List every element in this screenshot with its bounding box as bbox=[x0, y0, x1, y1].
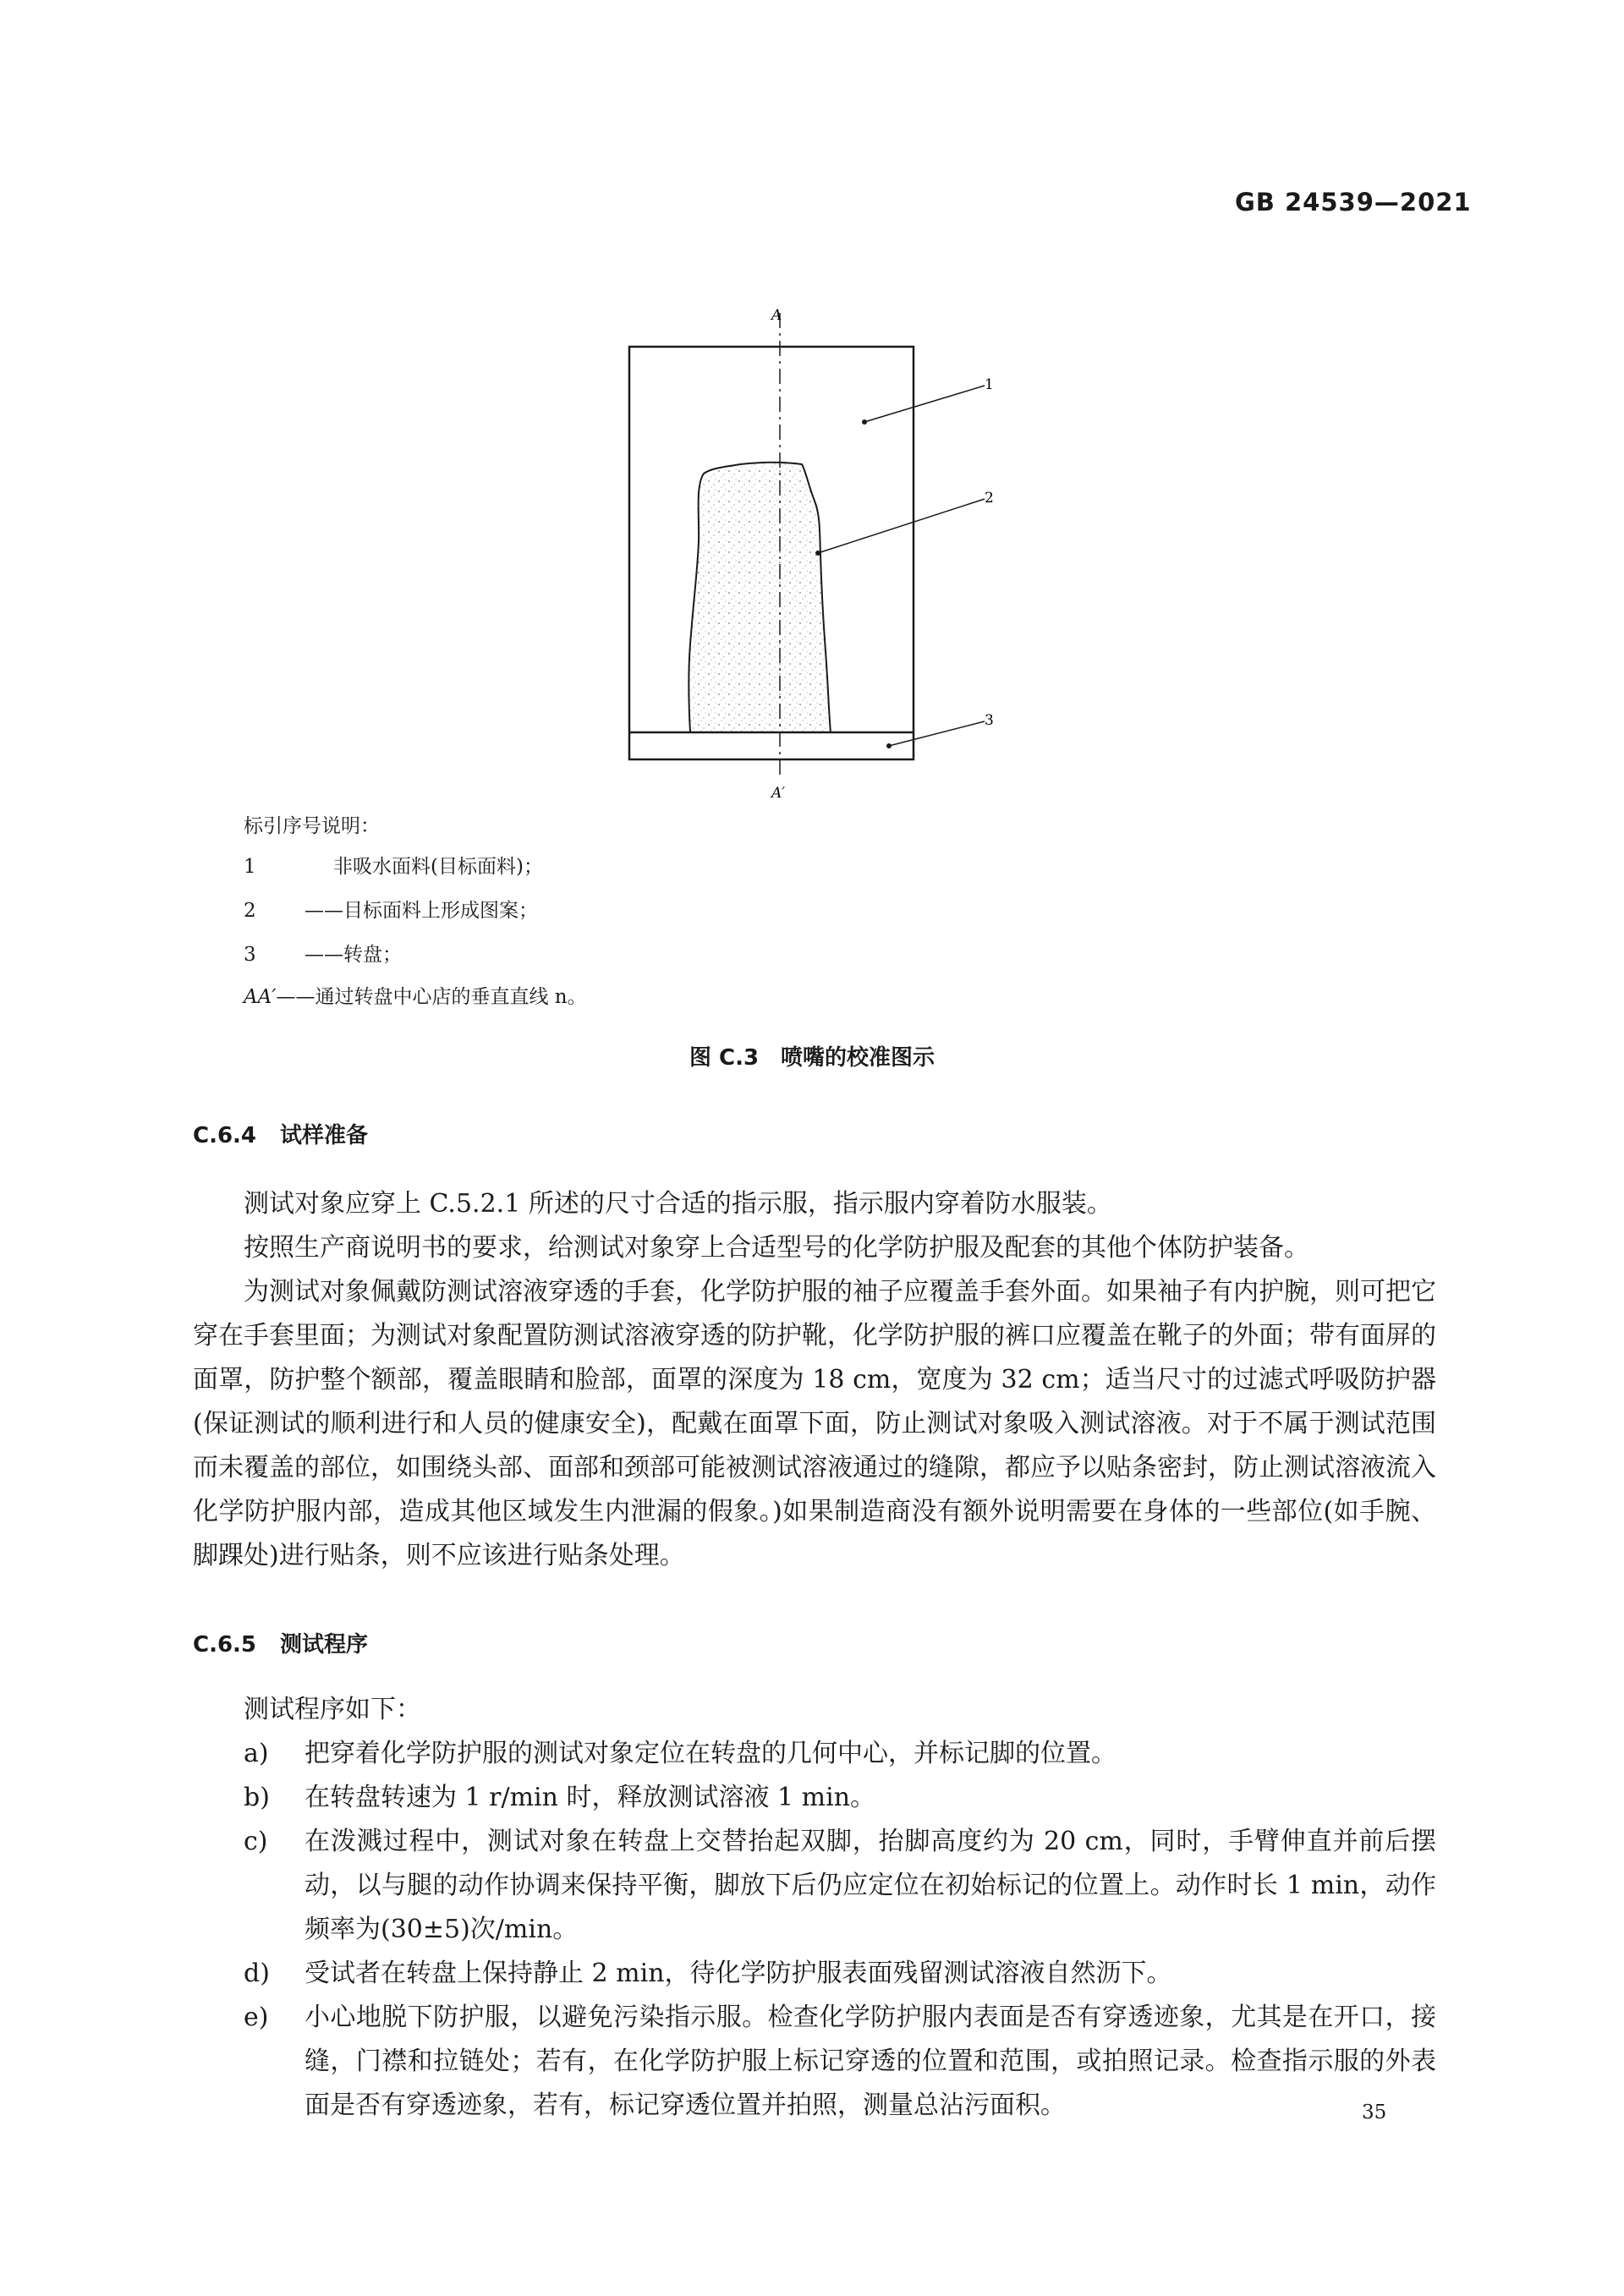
list-marker: c) bbox=[244, 1827, 268, 1856]
list-item bbox=[244, 1776, 1436, 1820]
legend-num: AA′ bbox=[244, 986, 277, 1008]
legend-text: ——目标面料上形成图案； bbox=[304, 900, 538, 922]
section-title: 试样准备 bbox=[280, 1123, 369, 1148]
list-item bbox=[244, 1952, 1436, 1996]
axis-bottom-label: A′ bbox=[771, 785, 786, 802]
nozzle-calibration-figure bbox=[575, 296, 1049, 803]
legend-text: ——转盘； bbox=[304, 944, 402, 966]
list-marker: d) bbox=[244, 1959, 270, 1988]
legend-item bbox=[244, 895, 538, 923]
legend-item bbox=[244, 981, 587, 1009]
section-number: C.6.5 bbox=[193, 1632, 257, 1658]
section-heading-c64 bbox=[193, 1118, 368, 1149]
section-heading-c65 bbox=[193, 1627, 368, 1658]
legend-text: 非吸水面料(目标面料)； bbox=[333, 856, 543, 878]
list-text: 在泼溅过程中，测试对象在转盘上交替抬起双脚，抬脚高度约为 20 cm，同时，手臂伸直并前后摆动，以与腿的动作协调来保持平衡，脚放下后仍应定位在初始标记的位置上。动作时长 1 min，动作频率为(30±5)次/min。 bbox=[304, 1827, 1436, 1944]
legend-item bbox=[244, 939, 402, 967]
callout-1: 1 bbox=[985, 376, 994, 393]
list-marker: a) bbox=[244, 1739, 269, 1768]
figure-caption: 图 C.3 喷嘴的校准图示 bbox=[689, 1045, 935, 1071]
list-item bbox=[244, 1820, 1436, 1952]
paragraph: 为测试对象佩戴防测试溶液穿透的手套，化学防护服的袖子应覆盖手套外面。如果袖子有内护腕，则可把它穿在手套里面；为测试对象配置防测试溶液穿透的防护靴，化学防护服的裤口应覆盖在靴子的外面；带有面屏的面罩，防护整个额部，覆盖眼睛和脸部，面罩的深度为 18 cm，宽度为 32 cm；适当尺寸的过滤式呼吸防护器(保证测试的顺利进行和人员的健康安全)，配戴在面罩下面，防止测试对象吸入测试溶液。对于不属于测试范围而未覆盖的部位，如围绕头部、面部和颈部可能被测试溶液通过的缝隙，都应予以贴条密封，防止测试溶液流入化学防护服内部，造成其他区域发生内泄漏的假象。)如果制造商没有额外说明需要在身体的一些部位(如手腕、脚踝处)进行贴条，则不应该进行贴条处理。 bbox=[193, 1277, 1436, 1570]
list-text: 受试者在转盘上保持静止 2 min，待化学防护服表面残留测试溶液自然沥下。 bbox=[304, 1959, 1172, 1988]
axis-top-label: A bbox=[771, 307, 782, 324]
legend-text: ——通过转盘中心店的垂直直线 n。 bbox=[276, 986, 587, 1008]
callout-3: 3 bbox=[985, 712, 994, 729]
list-marker: e) bbox=[244, 2003, 269, 2032]
procedure-intro: 测试程序如下： bbox=[244, 1695, 421, 1724]
legend-num: 2 bbox=[244, 900, 256, 922]
paragraph: 测试对象应穿上 C.5.2.1 所述的尺寸合适的指示服，指示服内穿着防水服装。 bbox=[244, 1189, 1112, 1219]
callout-2: 2 bbox=[985, 490, 994, 507]
list-text: 小心地脱下防护服，以避免污染指示服。检查化学防护服内表面是否有穿透迹象，尤其是在开口，接缝，门襟和拉链处；若有，在化学防护服上标记穿透的位置和范围，或拍照记录。检查指示服的外表面是否有穿透迹象，若有，标记穿透位置并拍照，测量总沾污面积。 bbox=[304, 2003, 1436, 2120]
list-text: 在转盘转速为 1 r/min 时，释放测试溶液 1 min。 bbox=[304, 1783, 876, 1812]
list-item bbox=[244, 1732, 1436, 1776]
legend-num: 3 bbox=[244, 944, 256, 966]
standard-code: GB 24539—2021 bbox=[1235, 188, 1472, 216]
section-title: 测试程序 bbox=[280, 1632, 369, 1658]
list-item bbox=[244, 1996, 1436, 2128]
paragraph: 按照生产商说明书的要求，给测试对象穿上合适型号的化学防护服及配套的其他个体防护装备。 bbox=[244, 1233, 1309, 1263]
list-marker: b) bbox=[244, 1783, 270, 1812]
legend-num: 1 bbox=[244, 856, 256, 878]
spray-pattern bbox=[689, 463, 831, 732]
legend-item bbox=[244, 851, 543, 879]
page-number: 35 bbox=[1362, 2101, 1387, 2123]
list-text: 把穿着化学防护服的测试对象定位在转盘的几何中心，并标记脚的位置。 bbox=[304, 1739, 1116, 1768]
legend-title: 标引序号说明： bbox=[244, 815, 380, 837]
section-number: C.6.4 bbox=[193, 1123, 257, 1148]
